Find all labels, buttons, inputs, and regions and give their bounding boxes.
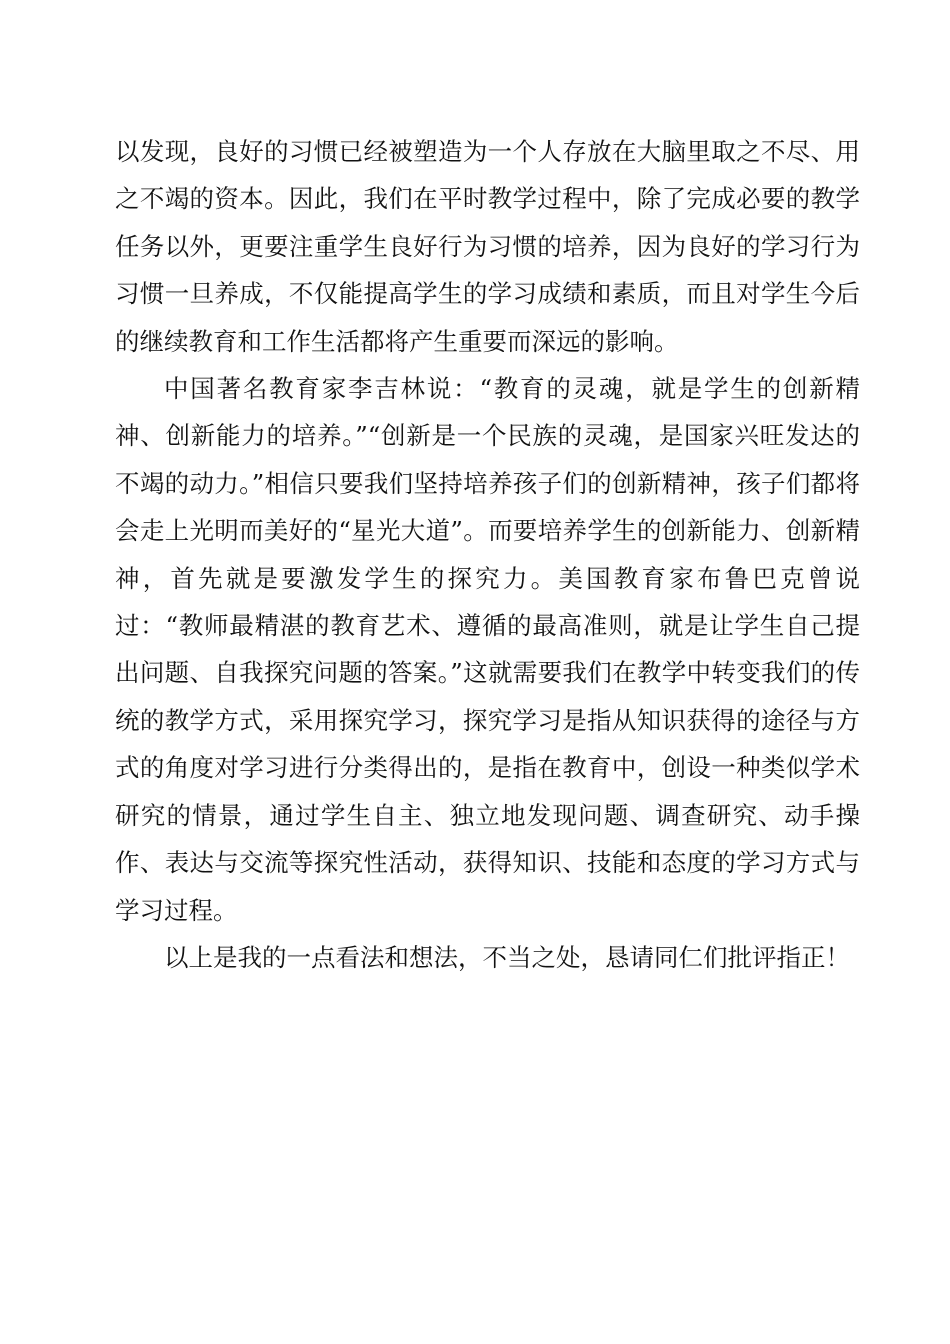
body-paragraph-closing: 以上是我的一点看法和想法，不当之处，恳请同仁们批评指正！ [164, 942, 850, 972]
body-paragraph-continued: 以发现，良好的习惯已经被塑造为一个人存放在大脑里取之不尽、用之不竭的资本。因此，我们在平时教学过程中，除了完成必要的教学任务以外，更要注重学生良好行为习惯的培养，因为良好的学习行为习惯一旦养成，不仅能提高学生的学习成绩和素质，而且对学生今后的继续教育和工作生活都将产生重要而深远的影响。 [115, 137, 860, 356]
document-body [115, 128, 860, 981]
body-paragraph-innovation: 中国著名教育家李吉林说：“教育的灵魂，就是学生的创新精神、创新能力的培养。”“创新是一个民族的灵魂，是国家兴旺发达的不竭的动力。”相信只要我们坚持培养孩子们的创新精神，孩子们都将会走上光明而美好的“星光大道”。而要培养学生的创新能力、创新精神，首先就是要激发学生的探究力。美国教育家布鲁巴克曾说过：“教师最精湛的教育艺术、遵循的最高准则，就是让学生自己提出问题、自我探究问题的答案。”这就需要我们在教学中转变我们的传统的教学方式，采用探究学习，探究学习是指从知识获得的途径与方式的角度对学习进行分类得出的，是指在教育中，创设一种类似学术研究的情景，通过学生自主、独立地发现问题、调查研究、动手操作、表达与交流等探究性活动，获得知识、技能和态度的学习方式与学习过程。 [115, 374, 860, 925]
